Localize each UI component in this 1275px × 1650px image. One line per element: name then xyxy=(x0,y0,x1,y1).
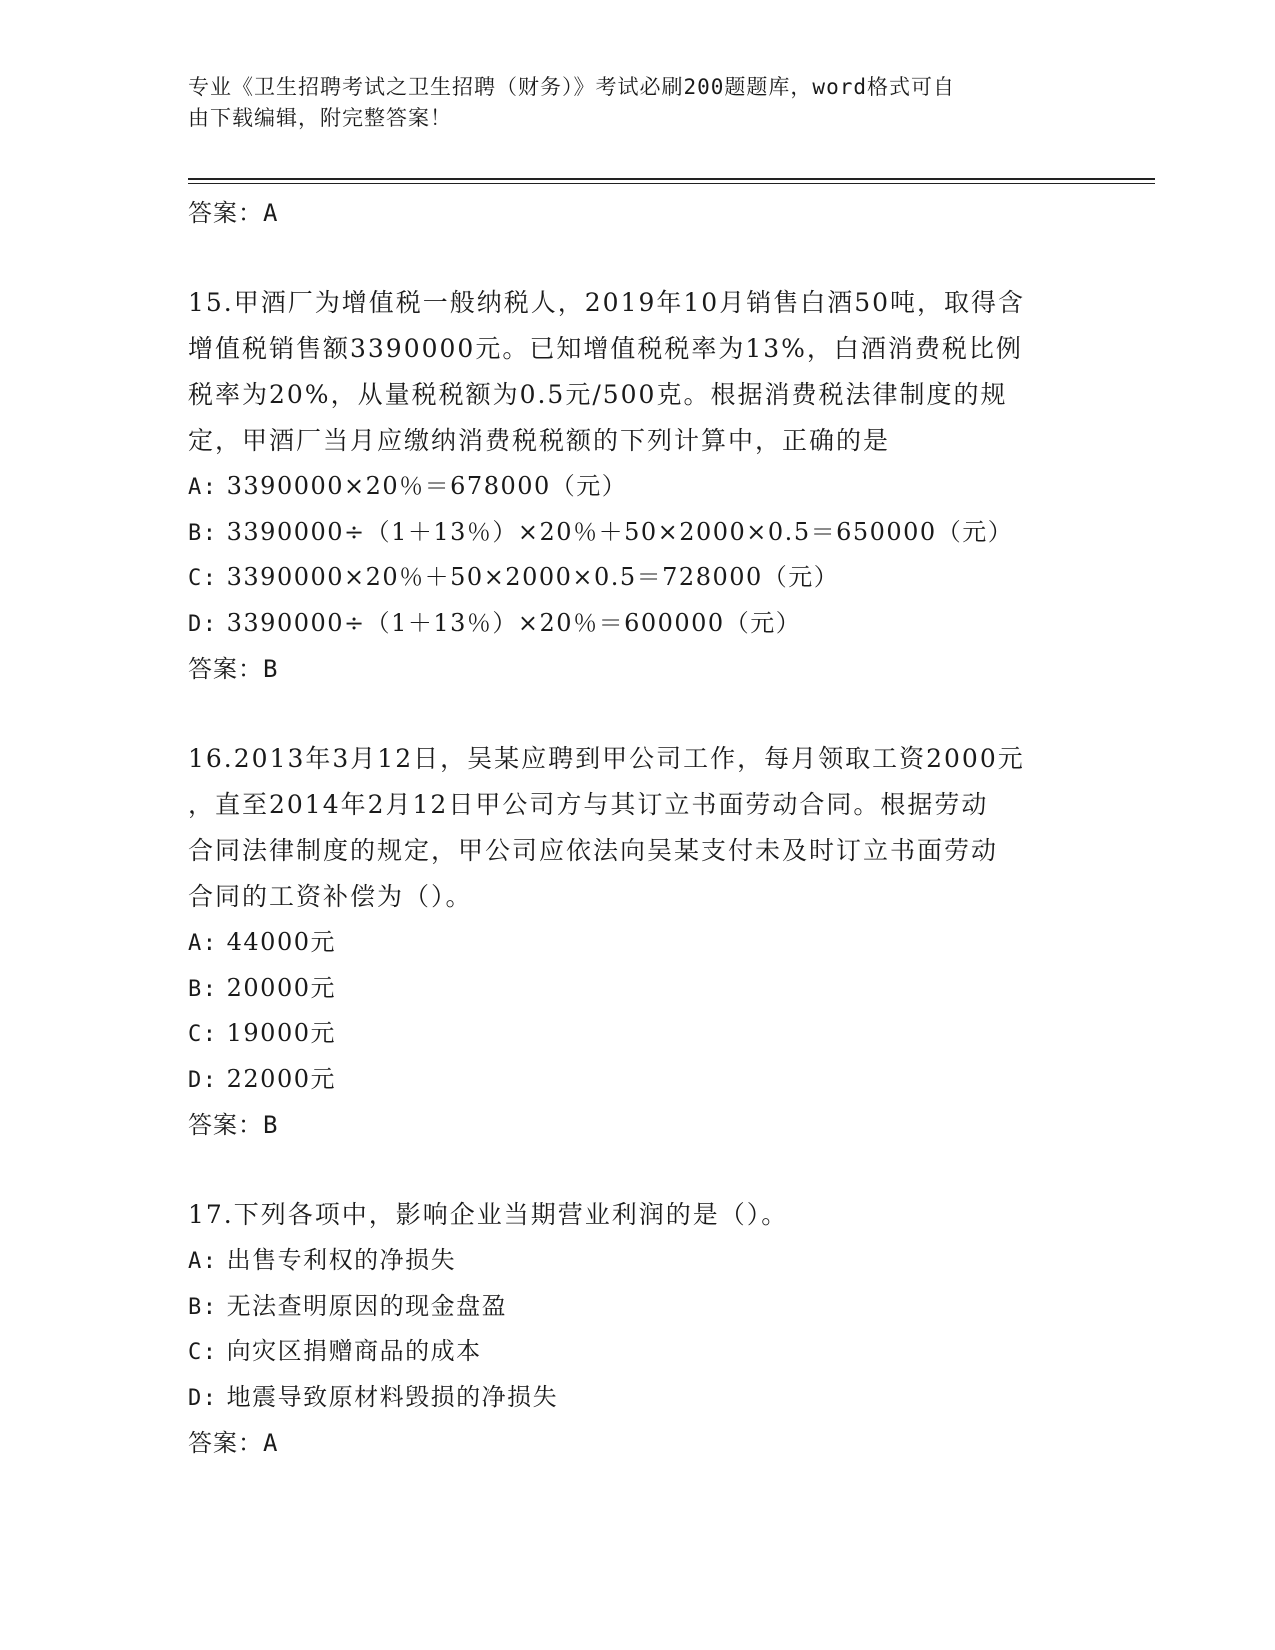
option-text: 无法查明原因的现金盘盈 xyxy=(217,1291,508,1320)
option-text: 向灾区捐赠商品的成本 xyxy=(217,1337,482,1365)
option-letter: C: xyxy=(188,566,218,591)
option-b xyxy=(188,1284,1088,1330)
question-15 xyxy=(188,280,1088,464)
option-d xyxy=(188,1375,1088,1421)
answer-line: 答案：B xyxy=(188,1111,279,1139)
option-letter: B: xyxy=(188,976,218,1002)
option-text: 地震导致原材料毁损的净损失 xyxy=(217,1382,559,1411)
question-text-line: 15.甲酒厂为增值税一般纳税人，2019年10月销售白酒50吨，取得含 xyxy=(188,288,1026,317)
question-text-line: 增值税销售额3390000元。已知增值税税率为13%，白酒消费税比例 xyxy=(188,334,1023,363)
question-text-line: 合同法律制度的规定，甲公司应依法向吴某支付未及时订立书面劳动 xyxy=(188,836,999,865)
option-letter: A: xyxy=(188,475,218,500)
option-b xyxy=(188,966,1088,1012)
option-b xyxy=(188,510,1088,556)
question-text-line: 17.下列各项中，影响企业当期营业利润的是（）。 xyxy=(188,1200,789,1229)
option-c xyxy=(188,1011,1088,1057)
page-header xyxy=(188,72,1088,134)
answer-line: 答案：A xyxy=(188,1429,279,1457)
option-letter: C: xyxy=(188,1340,218,1365)
header-divider-thick xyxy=(188,178,1155,180)
option-text: 44000元 xyxy=(217,928,336,956)
answer-line: 答案：B xyxy=(188,655,279,683)
option-letter: B: xyxy=(188,1294,218,1320)
option-letter: C: xyxy=(188,1022,218,1047)
option-text: 3390000×20％＋50×2000×0.5＝728000（元） xyxy=(217,563,840,591)
option-letter: D: xyxy=(188,1067,218,1093)
option-letter: A: xyxy=(188,1249,218,1274)
option-a xyxy=(188,464,1088,510)
question-text-line: 定，甲酒厂当月应缴纳消费税税额的下列计算中，正确的是 xyxy=(188,426,891,455)
option-letter: D: xyxy=(188,611,218,637)
option-letter: D: xyxy=(188,1385,218,1411)
header-line-2: 由下载编辑，附完整答案！ xyxy=(188,106,452,130)
option-text: 出售专利权的净损失 xyxy=(217,1246,457,1274)
option-letter: B: xyxy=(188,520,218,546)
question-list xyxy=(188,190,1088,1466)
question-17 xyxy=(188,1192,1088,1238)
option-c xyxy=(188,1329,1088,1375)
option-text: 3390000÷（1＋13％）×20％＝600000（元） xyxy=(217,608,802,637)
question-text-line: 税率为20%，从量税税额为0.5元/500克。根据消费税法律制度的规 xyxy=(188,380,1008,409)
option-a xyxy=(188,920,1088,966)
header-divider-thin xyxy=(188,183,1155,184)
question-text-line: 合同的工资补偿为（）。 xyxy=(188,882,473,911)
question-text-line: 16.2013年3月12日，吴某应聘到甲公司工作，每月领取工资2000元 xyxy=(188,744,1025,773)
question-text-line: ，直至2014年2月12日甲公司方与其订立书面劳动合同。根据劳动 xyxy=(188,790,989,819)
option-text: 19000元 xyxy=(217,1019,336,1047)
option-a xyxy=(188,1238,1088,1284)
answer-line: 答案：A xyxy=(188,199,279,227)
option-text: 3390000×20％＝678000（元） xyxy=(217,472,628,500)
option-c xyxy=(188,555,1088,601)
option-letter: A: xyxy=(188,931,218,956)
option-d xyxy=(188,601,1088,647)
option-text: 20000元 xyxy=(217,973,336,1002)
option-text: 22000元 xyxy=(217,1064,336,1093)
question-16 xyxy=(188,736,1088,920)
option-text: 3390000÷（1＋13％）×20％＋50×2000×0.5＝650000（元） xyxy=(217,517,1014,546)
option-d xyxy=(188,1057,1088,1103)
header-line-1: 专业《卫生招聘考试之卫生招聘（财务）》考试必刷200题题库，word格式可自 xyxy=(188,75,955,99)
